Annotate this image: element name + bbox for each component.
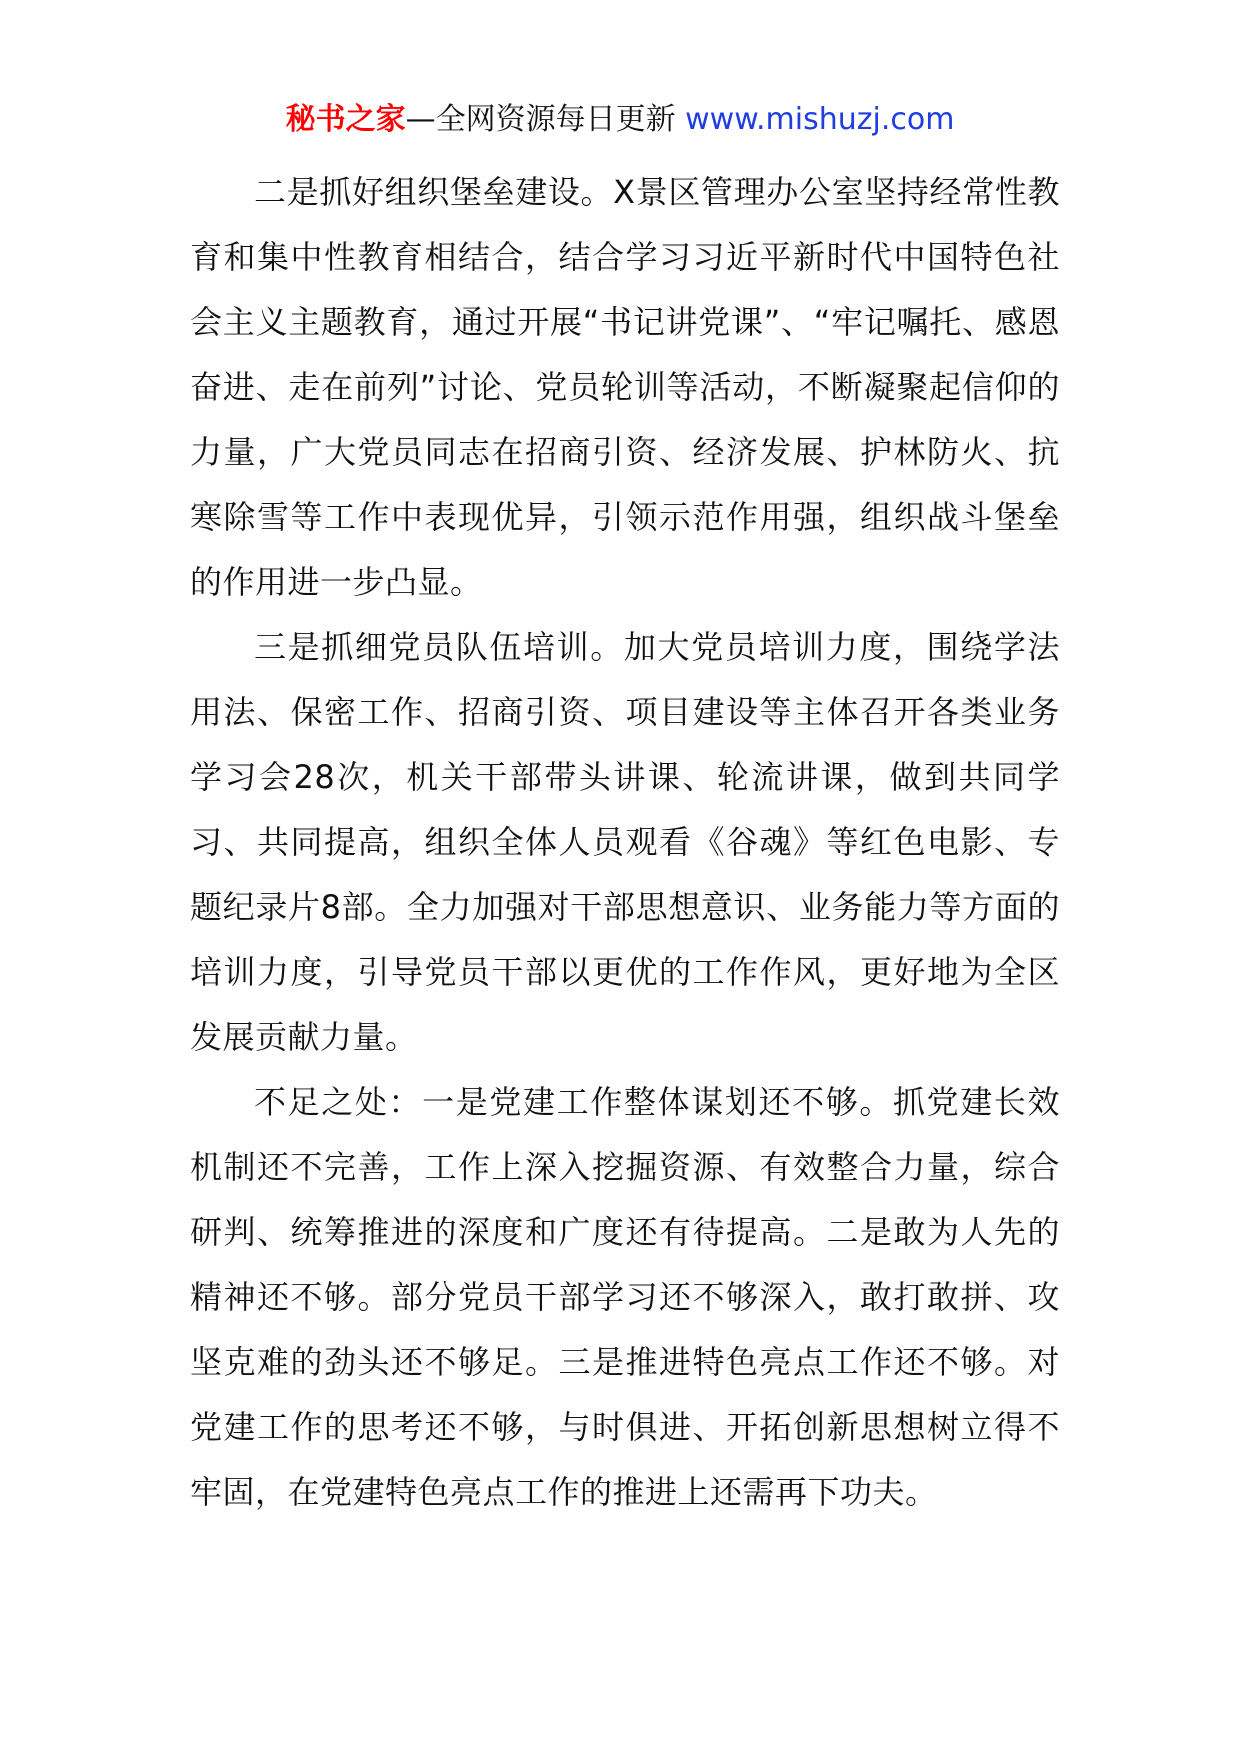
site-url-link[interactable]: www.mishuzj.com xyxy=(685,102,955,137)
paragraph-organization: 二是抓好组织堡垒建设。X景区管理办公室坚持经常性教育和集中性教育相结合，结合学习习近平新时代中国特色社会主义主题教育，通过开展“书记讲党课”、“牢记嘱托、感恩奋进、走在前列”讨论、党员轮训等活动，不断凝聚起信仰的力量，广大党员同志在招商引资、经济发展、护林防火、抗寒除雪等工作中表现优异，引领示范作用强，组织战斗堡垒的作用进一步凸显。 xyxy=(190,173,1060,601)
header-tagline: —全网资源每日更新 xyxy=(405,102,676,137)
document-body xyxy=(190,160,1060,1525)
brand-name: 秘书之家 xyxy=(285,102,406,137)
paragraph-training: 三是抓细党员队伍培训。加大党员培训力度，围绕学法用法、保密工作、招商引资、项目建设等主体召开各类业务学习会28次，机关干部带头讲课、轮流讲课，做到共同学习、共同提高，组织全体人员观看《谷魂》等红色电影、专题纪录片8部。全力加强对干部思想意识、业务能力等方面的培训力度，引导党员干部以更优的工作作风，更好地为全区发展贡献力量。 xyxy=(190,628,1060,1056)
site-header xyxy=(0,100,1240,140)
paragraph-shortcomings: 不足之处：一是党建工作整体谋划还不够。抓党建长效机制还不完善，工作上深入挖掘资源、有效整合力量，综合研判、统筹推进的深度和广度还有待提高。二是敢为人先的精神还不够。部分党员干部学习还不够深入，敢打敢拼、攻坚克难的劲头还不够足。三是推进特色亮点工作还不够。对党建工作的思考还不够，与时俱进、开拓创新思想树立得不牢固，在党建特色亮点工作的推进上还需再下功夫。 xyxy=(190,1083,1060,1511)
